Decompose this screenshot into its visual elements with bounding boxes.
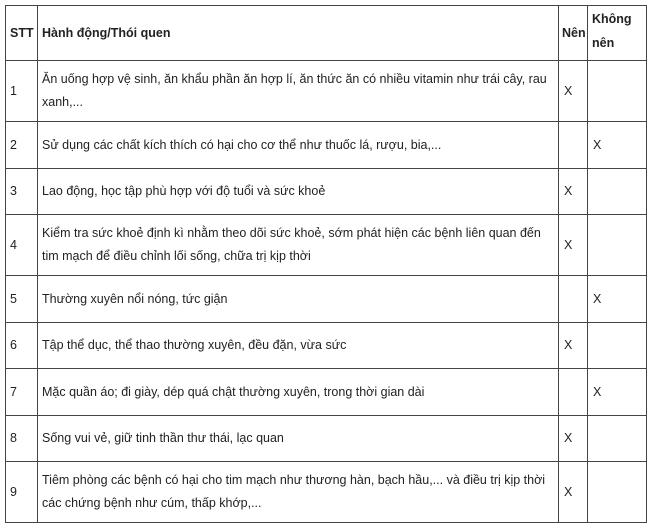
row-action: Sống vui vẻ, giữ tinh thần thư thái, lạc quan bbox=[38, 416, 559, 462]
row-stt: 9 bbox=[6, 462, 38, 523]
header-khong-nen: Không nên bbox=[588, 6, 647, 61]
table-row bbox=[6, 276, 647, 323]
row-nen-mark bbox=[559, 369, 588, 416]
row-stt: 6 bbox=[6, 323, 38, 369]
row-khong-nen-mark bbox=[588, 416, 647, 462]
row-stt: 5 bbox=[6, 276, 38, 323]
row-khong-nen-mark bbox=[588, 169, 647, 215]
row-action: Tiêm phòng các bệnh có hại cho tim mạch như thương hàn, bạch hầu,... và điều trị kịp thời các chứng bệnh như cúm, thấp khớp,... bbox=[38, 462, 559, 523]
table-row bbox=[6, 369, 647, 416]
row-stt: 8 bbox=[6, 416, 38, 462]
row-khong-nen-mark: X bbox=[588, 276, 647, 323]
row-nen-mark: X bbox=[559, 323, 588, 369]
row-khong-nen-mark bbox=[588, 61, 647, 122]
row-khong-nen-mark: X bbox=[588, 122, 647, 169]
row-stt: 3 bbox=[6, 169, 38, 215]
row-action: Tập thể dục, thể thao thường xuyên, đều đặn, vừa sức bbox=[38, 323, 559, 369]
row-nen-mark: X bbox=[559, 169, 588, 215]
header-stt: STT bbox=[6, 6, 38, 61]
table-header-row bbox=[6, 6, 647, 61]
table-row bbox=[6, 215, 647, 276]
table-row bbox=[6, 169, 647, 215]
row-stt: 2 bbox=[6, 122, 38, 169]
row-nen-mark: X bbox=[559, 61, 588, 122]
row-khong-nen-mark: X bbox=[588, 369, 647, 416]
row-khong-nen-mark bbox=[588, 323, 647, 369]
row-stt: 1 bbox=[6, 61, 38, 122]
table-row bbox=[6, 323, 647, 369]
row-nen-mark: X bbox=[559, 462, 588, 523]
table-row bbox=[6, 416, 647, 462]
row-action: Lao động, học tập phù hợp với độ tuổi và sức khoẻ bbox=[38, 169, 559, 215]
table-row bbox=[6, 462, 647, 523]
row-action: Ăn uống hợp vệ sinh, ăn khẩu phần ăn hợp lí, ăn thức ăn có nhiều vitamin như trái cây, rau xanh,... bbox=[38, 61, 559, 122]
row-nen-mark bbox=[559, 122, 588, 169]
header-action: Hành động/Thói quen bbox=[38, 6, 559, 61]
row-nen-mark: X bbox=[559, 215, 588, 276]
row-action: Thường xuyên nổi nóng, tức giận bbox=[38, 276, 559, 323]
row-khong-nen-mark bbox=[588, 462, 647, 523]
row-khong-nen-mark bbox=[588, 215, 647, 276]
header-nen: Nên bbox=[559, 6, 588, 61]
row-action: Mặc quần áo; đi giày, dép quá chật thường xuyên, trong thời gian dài bbox=[38, 369, 559, 416]
row-stt: 7 bbox=[6, 369, 38, 416]
habits-table bbox=[5, 5, 647, 523]
row-nen-mark bbox=[559, 276, 588, 323]
row-nen-mark: X bbox=[559, 416, 588, 462]
row-stt: 4 bbox=[6, 215, 38, 276]
table-row bbox=[6, 61, 647, 122]
row-action: Kiểm tra sức khoẻ định kì nhằm theo dõi sức khoẻ, sớm phát hiện các bệnh liên quan đến tim mạch để điều chỉnh lối sống, chữa trị kịp thời bbox=[38, 215, 559, 276]
row-action: Sử dụng các chất kích thích có hại cho cơ thể như thuốc lá, rượu, bia,... bbox=[38, 122, 559, 169]
table-row bbox=[6, 122, 647, 169]
